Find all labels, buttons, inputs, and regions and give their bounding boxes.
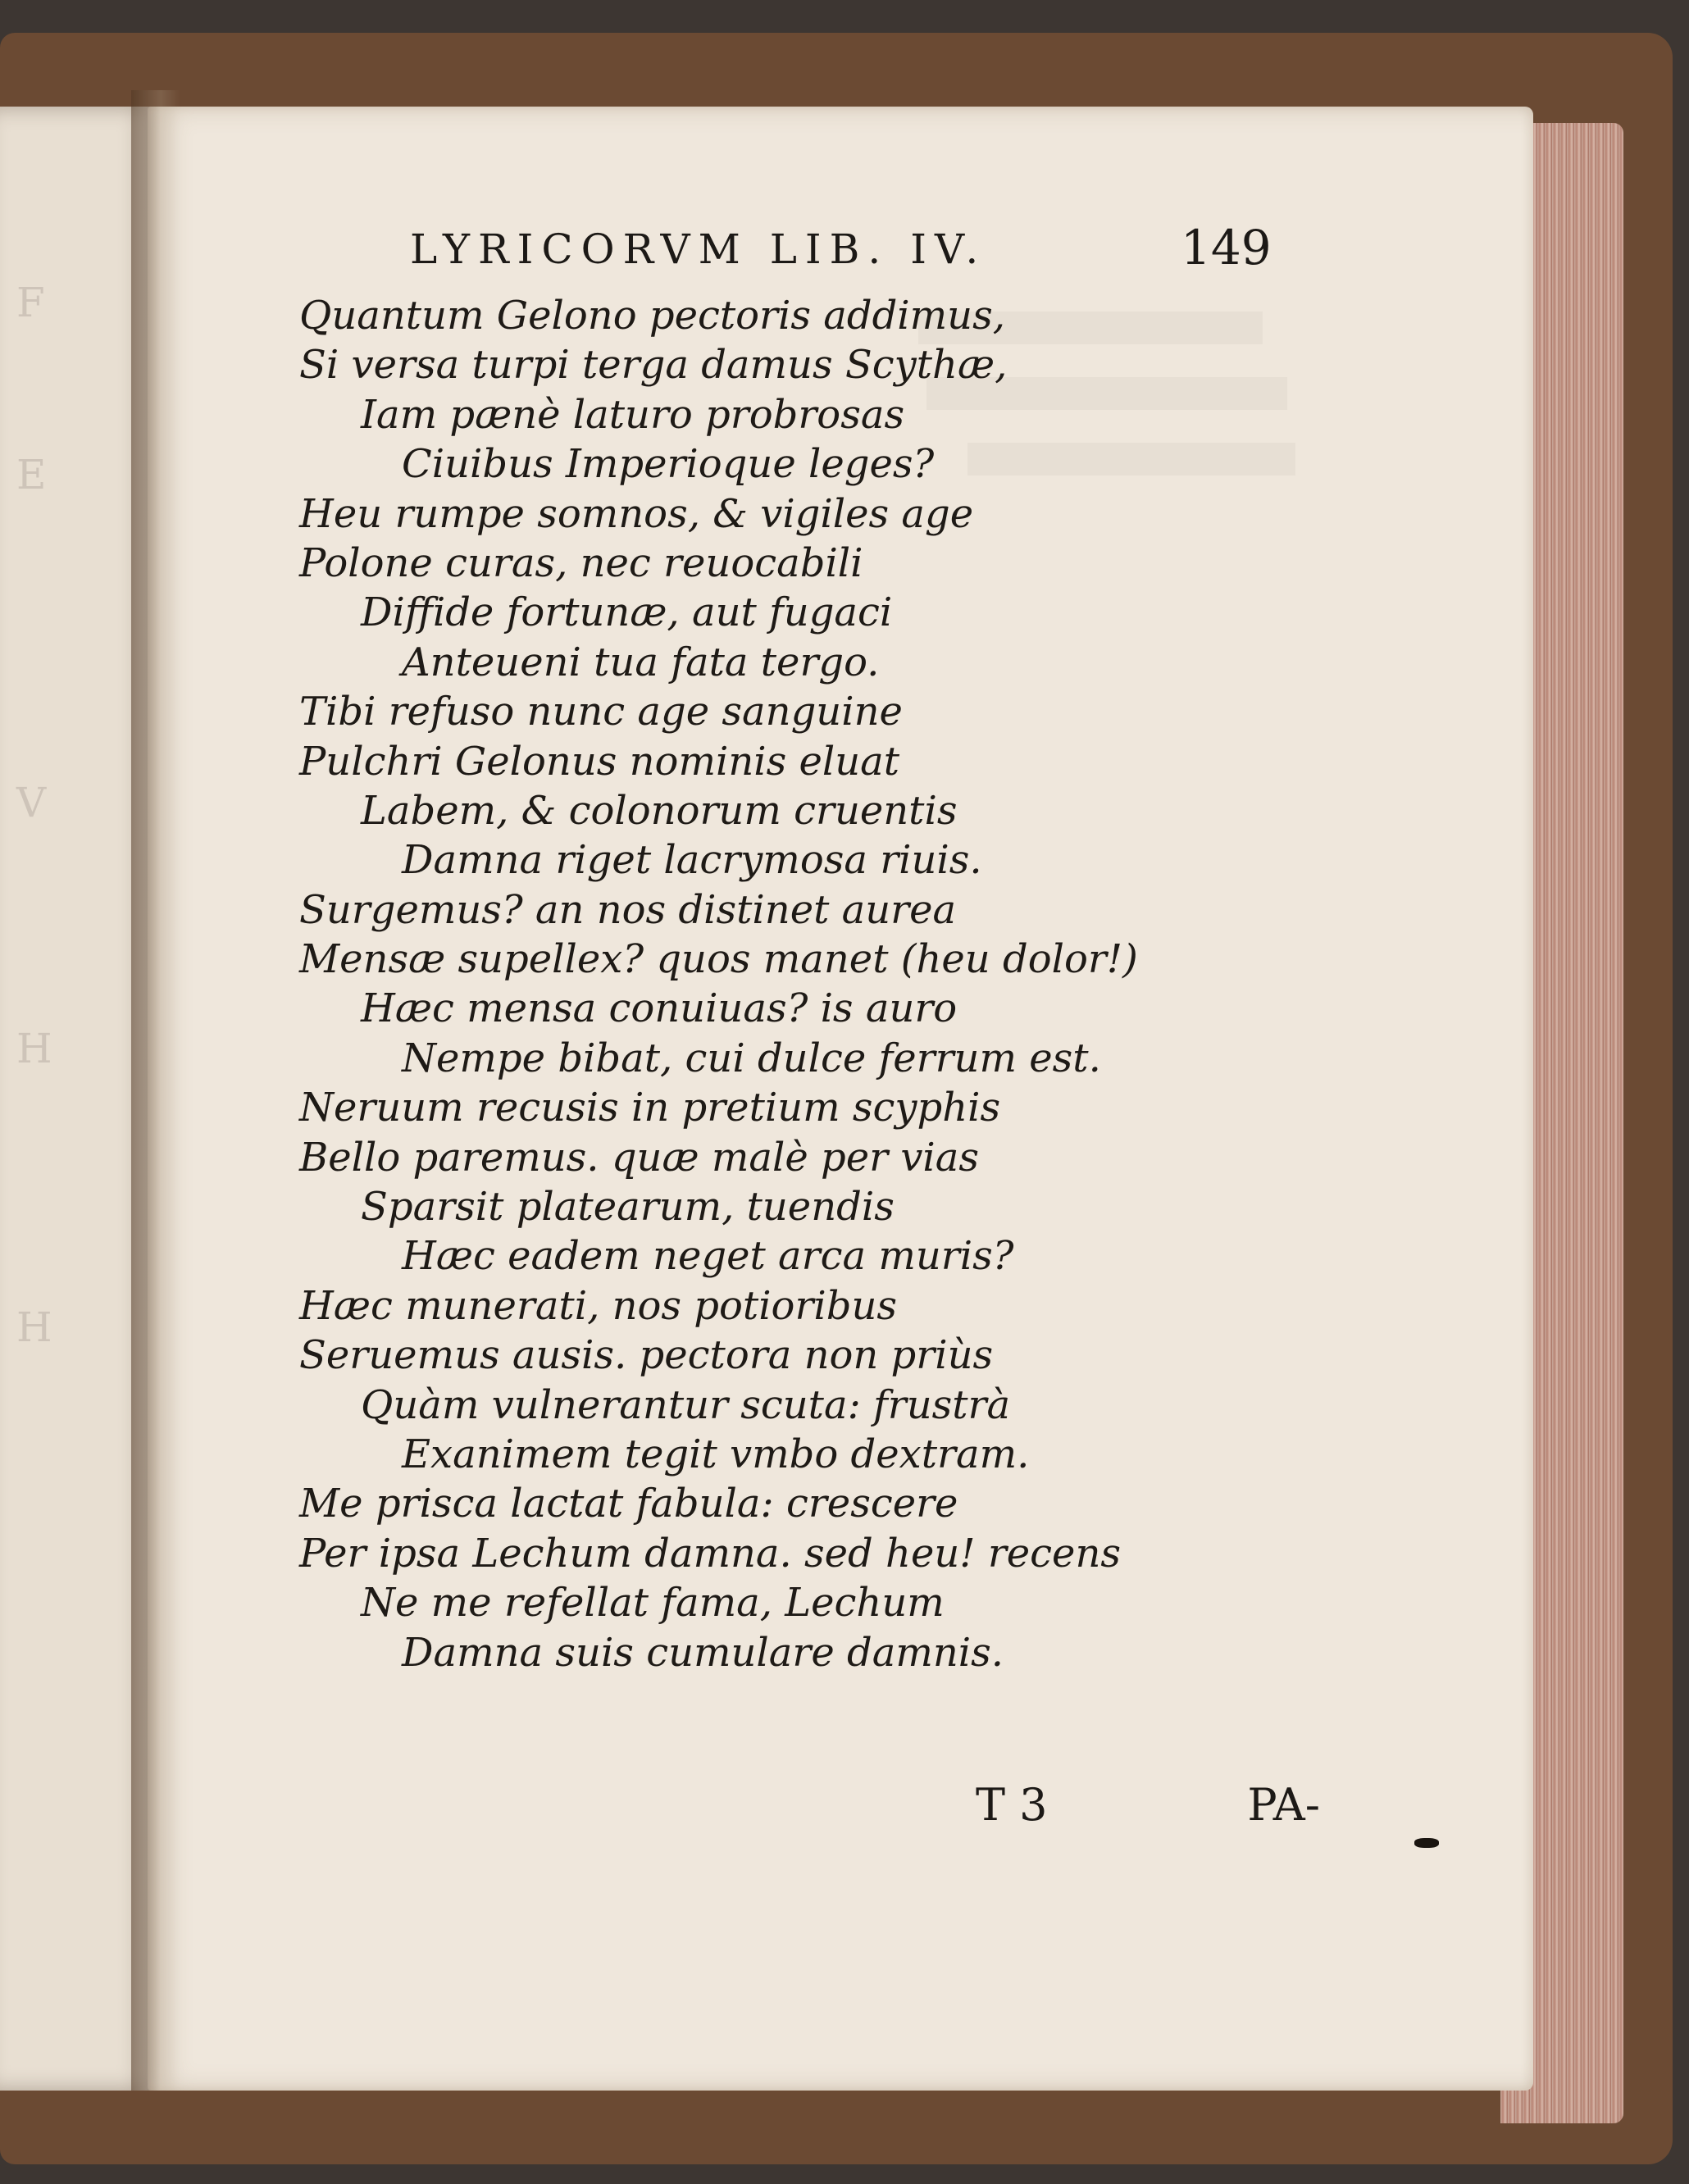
verse-line: Hæc eadem neget arca muris?: [402, 1233, 1014, 1280]
verse-line: Quantum Gelono pectoris addimus,: [299, 293, 1005, 339]
catchword-line: [976, 1779, 1320, 1831]
left-page-bleed: H: [16, 1025, 52, 1072]
verse-line: Per ipsa Lechum damna. sed heu! recens: [299, 1530, 1121, 1577]
running-head: LYRICORVM LIB. IV.: [410, 225, 987, 273]
verse-line: Ciuibus Imperioque leges?: [402, 441, 935, 488]
verse-line: Neruum recusis in pretium scyphis: [299, 1085, 1001, 1131]
verse-line: Hæc munerati, nos potioribus: [299, 1282, 898, 1329]
verse-text: [299, 291, 1488, 1677]
verse-line: Seruemus ausis. pectora non priùs: [299, 1332, 994, 1379]
verse-line: Pulchri Gelonus nominis eluat: [299, 738, 900, 785]
left-page-bleed: E: [16, 451, 47, 498]
verse-line: Labem, & colonorum cruentis: [361, 787, 958, 834]
signature-mark: T 3: [976, 1779, 1048, 1831]
left-page-bleed: H: [16, 1304, 52, 1351]
verse-line: Damna suis cumulare damnis.: [402, 1629, 1004, 1676]
verse-line: Surgemus? an nos distinet aurea: [299, 886, 957, 933]
ink-blot: [1414, 1838, 1439, 1848]
gutter-shadow: [131, 90, 180, 2091]
verse-line: Heu rumpe somnos, & vigiles age: [299, 490, 974, 537]
verse-line: Mensæ supellex? quos manet (heu dolor!): [299, 936, 1138, 983]
page-number: 149: [1181, 220, 1272, 275]
verse-line: Bello paremus. quæ malè per vias: [299, 1134, 980, 1181]
verse-line: Iam pænè laturo probrosas: [361, 391, 905, 438]
verse-line: Me prisca lactat fabula: crescere: [299, 1481, 958, 1527]
verse-line: Polone curas, nec reuocabili: [299, 539, 863, 586]
verse-line: Sparsit platearum, tuendis: [361, 1184, 895, 1231]
verse-line: Nempe bibat, cui dulce ferrum est.: [402, 1035, 1101, 1081]
verse-line: Quàm vulnerantur scuta: frustrà: [361, 1381, 1011, 1428]
left-page-bleed: F: [16, 279, 45, 326]
verse-line: Diffide fortunæ, aut fugaci: [361, 589, 893, 636]
left-page-bleed: V: [16, 779, 47, 826]
catchword: PA-: [1247, 1779, 1320, 1831]
verse-line: Anteueni tua fata tergo.: [402, 639, 880, 685]
verse-line: Damna riget lacrymosa riuis.: [402, 837, 982, 884]
verse-line: Exanimem tegit vmbo dextram.: [402, 1431, 1030, 1477]
verse-line: Tibi refuso nunc age sanguine: [299, 689, 903, 735]
verse-line: Ne me refellat fama, Lechum: [361, 1580, 945, 1627]
verse-line: Si versa turpi terga damus Scythæ,: [299, 342, 1008, 389]
verse-line: Hæc mensa conuiuas? is auro: [361, 985, 958, 1032]
